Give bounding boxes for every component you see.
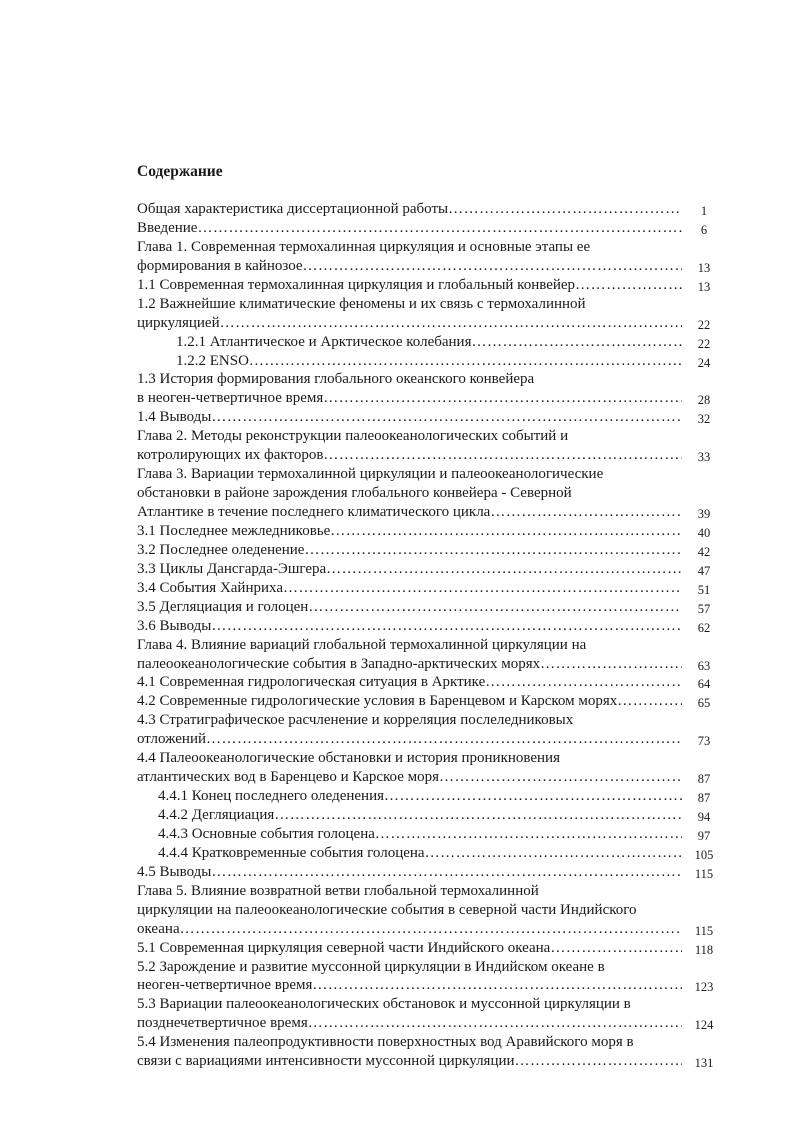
toc-page-number: 51 [697, 582, 711, 597]
toc-page-number: 87 [697, 772, 711, 787]
dot-leader [425, 844, 682, 863]
toc-entry-line [137, 465, 717, 484]
toc-entry-line [137, 503, 717, 522]
toc-entry-line [137, 730, 717, 749]
toc-entry-text: 1.3 История формирования глобального океанского конвейера [137, 371, 535, 388]
toc-entry[interactable] [137, 806, 717, 825]
toc-entry-line [137, 484, 717, 503]
dot-leader [211, 863, 682, 882]
toc-entry[interactable] [137, 370, 717, 408]
toc-page-number: 87 [697, 791, 711, 806]
toc-entry[interactable] [137, 522, 717, 541]
toc-page-number: 6 [700, 222, 708, 237]
toc-entry-text: Введение [137, 219, 198, 236]
toc-page-number: 63 [697, 658, 711, 673]
dot-leader [515, 1052, 682, 1071]
dot-leader [249, 352, 682, 371]
toc-entry-line [137, 711, 717, 730]
toc-entry-line [137, 958, 717, 977]
toc-entry-line [137, 238, 717, 257]
toc-entry-text: 4.4 Палеоокеанологические обстановки и история проникновения [137, 750, 560, 767]
toc-page-number: 73 [697, 734, 711, 749]
dot-leader [274, 806, 682, 825]
toc-entry-text: 4.2 Современные гидрологические условия в Баренцевом и Карском морях [137, 693, 618, 710]
toc-entry-line [137, 692, 717, 711]
toc-entry-line [137, 522, 717, 541]
toc-entry[interactable] [137, 749, 717, 787]
toc-page-number: 123 [694, 980, 714, 995]
toc-entry-text: позднечетвертичное время [137, 1015, 308, 1032]
dot-leader [575, 276, 682, 295]
toc-entry-line [137, 787, 717, 806]
toc-page-number: 47 [697, 563, 711, 578]
toc-entry[interactable] [137, 844, 717, 863]
toc-entry-text: Глава 2. Методы реконструкции палеоокеанологических событий и [137, 428, 569, 445]
toc-entry[interactable] [137, 787, 717, 806]
toc-page-number: 131 [694, 1056, 714, 1071]
toc-page-number: 118 [694, 942, 714, 957]
toc-entry-line [137, 806, 717, 825]
toc-entry-line [137, 408, 717, 427]
toc-entry-line [137, 749, 717, 768]
dot-leader [384, 787, 682, 806]
dot-leader [439, 768, 682, 787]
toc-page-number: 32 [697, 412, 711, 427]
toc-page-number: 115 [694, 923, 714, 938]
toc-entry-line [137, 352, 717, 371]
toc-entry-text: 4.3 Стратиграфическое расчленение и корреляция послеледниковых [137, 712, 574, 729]
dot-leader [283, 579, 682, 598]
toc-entry-text: котролирующих их факторов [137, 447, 324, 464]
toc-entry-line [137, 427, 717, 446]
toc-entry[interactable] [137, 238, 717, 276]
toc-entry-text: связи с вариациями интенсивности муссонной циркуляции [137, 1053, 515, 1070]
toc-entry[interactable] [137, 711, 717, 749]
dot-leader [326, 560, 682, 579]
toc-entry-line [137, 939, 717, 958]
toc-entry-line [137, 446, 717, 465]
toc-page-number: 40 [697, 525, 711, 540]
toc-heading: Содержание [137, 163, 223, 180]
dot-leader [617, 692, 682, 711]
toc-entry-text: 3.2 Последнее оледенение [137, 541, 305, 558]
toc-page-number: 57 [697, 601, 711, 616]
toc-entry-line [137, 370, 717, 389]
toc-entry-text: неоген-четвертичное время [137, 977, 313, 994]
dot-leader [206, 730, 682, 749]
toc-entry-text: 3.5 Дегляциация и голоцен [137, 598, 309, 615]
toc-page-number: 62 [697, 620, 711, 635]
toc-entry-line [137, 276, 717, 295]
toc-entry-text: 3.6 Выводы [137, 617, 212, 634]
dot-leader [180, 920, 682, 939]
toc-entry-line [137, 768, 717, 787]
toc-entry-line [137, 1033, 717, 1052]
toc-page-number: 64 [697, 677, 711, 692]
toc-entry-line [137, 920, 717, 939]
toc-entry-line [137, 976, 717, 995]
toc-entry[interactable] [137, 958, 717, 996]
toc-entry-line [137, 995, 717, 1014]
toc-entry-text: 5.4 Изменения палеопродуктивности поверхностных вод Аравийского моря в [137, 1034, 634, 1051]
toc-entry-line [137, 560, 717, 579]
toc-entry-text: 5.1 Современная циркуляция северной части Индийского океана [137, 939, 551, 956]
toc-entry-line [137, 636, 717, 655]
toc-entry-text: 3.3 Циклы Дансгарда-Эшгера [137, 560, 327, 577]
dot-leader [323, 446, 682, 465]
toc-entry[interactable] [137, 352, 717, 371]
toc-entry-line [137, 257, 717, 276]
toc-entry[interactable] [137, 617, 717, 636]
toc-page-number: 28 [697, 393, 711, 408]
toc-entry[interactable] [137, 560, 717, 579]
toc-entry[interactable] [137, 200, 717, 219]
toc-entry-text: океана [137, 920, 180, 937]
toc-entry-text: Атлантике в течение последнего климатического цикла [137, 504, 491, 520]
toc-entry-line [137, 389, 717, 408]
toc-page-number: 97 [697, 828, 711, 843]
dot-leader [330, 522, 682, 541]
toc-entry-line [137, 219, 717, 238]
toc-entry-text: Глава 5. Влияние возвратной ветви глобальной термохалинной [137, 882, 539, 899]
toc-page-number: 39 [697, 507, 711, 521]
toc-entry-text: 4.5 Выводы [137, 863, 212, 880]
toc-entry-line [137, 844, 717, 863]
toc-entry-line [137, 1052, 717, 1071]
dot-leader [540, 655, 682, 674]
toc-page-number: 42 [697, 544, 711, 559]
toc-entry[interactable] [137, 1033, 717, 1071]
toc-entry[interactable] [137, 939, 717, 958]
toc-entry[interactable] [137, 465, 717, 522]
toc-entry-line [137, 617, 717, 636]
dot-leader [448, 200, 682, 219]
toc-entry-line [137, 863, 717, 882]
toc-entry-text: Глава 4. Влияние вариаций глобальной термохалинной циркуляции на [137, 636, 587, 653]
toc-page-number: 24 [697, 355, 711, 370]
toc-entry-line [137, 1014, 717, 1033]
toc-entry-text: Глава 1. Современная термохалинная циркуляция и основные этапы ее [137, 238, 591, 255]
dot-leader [197, 219, 682, 238]
toc-entry[interactable] [137, 692, 717, 711]
toc-entry-text: 1.2.1 Атлантическое и Арктическое колебания [176, 333, 472, 350]
toc-entry-text: циркуляцией [137, 314, 220, 331]
toc-entry-text: формирования в кайнозое [137, 257, 303, 274]
toc-entry[interactable] [137, 295, 717, 333]
toc-page-number: 105 [694, 847, 714, 862]
toc-entry-line [137, 882, 717, 901]
toc-entry-line [137, 314, 717, 333]
toc-entry[interactable] [137, 541, 717, 560]
toc-entry[interactable] [137, 427, 717, 465]
dot-leader [220, 314, 682, 333]
dot-leader [308, 598, 682, 617]
dot-leader [304, 541, 682, 560]
toc-entry-text: 3.4 События Хайнриха [137, 579, 283, 596]
toc-entry-text: отложений [137, 731, 207, 748]
toc-entry-text: циркуляции на палеоокеанологические события в северной части Индийского [137, 901, 637, 918]
toc-entry-line [137, 295, 717, 314]
toc-entry[interactable] [137, 825, 717, 844]
toc-entry-line [137, 655, 717, 674]
toc-page-number: 22 [697, 317, 711, 332]
toc-entry-text: 3.1 Последнее межледниковье [137, 522, 331, 539]
toc-entry-line [137, 333, 717, 352]
toc-entry-line [137, 673, 717, 692]
toc-entry-text: 5.2 Зарождение и развитие муссонной циркуляции в Индийском океане в [137, 958, 605, 975]
toc-entry-text: 5.3 Вариации палеоокеанологических обстановок и муссонной циркуляции в [137, 996, 631, 1013]
toc-entry-text: 1.2.2 ENSO [176, 352, 249, 369]
toc-entry-text: 4.4.4 Кратковременные события голоцена [158, 844, 425, 861]
toc-page-number: 22 [697, 336, 711, 351]
dot-leader [323, 389, 682, 408]
dot-leader [211, 408, 682, 427]
toc-entry[interactable] [137, 219, 717, 238]
toc-entry-text: 4.1 Современная гидрологическая ситуация в Арктике [137, 674, 486, 691]
toc-page-number: 1 [700, 204, 708, 218]
toc-entry-line [137, 901, 717, 920]
toc-entry-line [137, 541, 717, 560]
toc-entry-line [137, 825, 717, 844]
toc-page-number: 13 [697, 279, 711, 294]
toc-entry[interactable] [137, 882, 717, 939]
toc-entry-line [137, 598, 717, 617]
toc-page-number: 94 [697, 810, 711, 824]
toc-entry-text: 4.4.3 Основные события голоцена [158, 825, 375, 842]
toc-entry-text: 4.4.1 Конец последнего оледенения [158, 788, 384, 805]
table-of-contents [137, 200, 717, 1071]
toc-entry-line [137, 200, 717, 219]
toc-entry[interactable] [137, 408, 717, 427]
dot-leader [308, 1014, 682, 1033]
dot-leader [312, 976, 682, 995]
toc-entry[interactable] [137, 995, 717, 1033]
toc-entry-text: 4.4.2 Дегляциация [158, 807, 275, 823]
toc-entry[interactable] [137, 863, 717, 882]
toc-page-number: 13 [697, 260, 711, 275]
dot-leader [211, 617, 682, 636]
toc-entry-text: Глава 3. Вариации термохалинной циркуляции и палеоокеанологические [137, 466, 604, 483]
toc-entry-text: Общая характеристика диссертационной работы [137, 201, 449, 217]
toc-entry-text: палеоокеанологические события в Западно-арктических морях [137, 655, 541, 672]
dot-leader [303, 257, 682, 276]
dot-leader [375, 825, 682, 844]
dot-leader [471, 333, 682, 352]
toc-entry[interactable] [137, 276, 717, 295]
toc-entry-text: в неоген-четвертичное время [137, 390, 324, 407]
dot-leader [485, 673, 682, 692]
toc-entry[interactable] [137, 636, 717, 674]
toc-page-number: 115 [694, 866, 714, 881]
dot-leader [490, 503, 682, 522]
toc-entry[interactable] [137, 598, 717, 617]
toc-entry[interactable] [137, 579, 717, 598]
toc-entry-text: 1.1 Современная термохалинная циркуляция и глобальный конвейер [137, 276, 576, 293]
toc-entry[interactable] [137, 333, 717, 352]
toc-entry-text: 1.2 Важнейшие климатические феномены и их связь с термохалинной [137, 295, 586, 312]
toc-entry-text: атлантических вод в Баренцево и Карское моря [137, 769, 440, 786]
toc-page-number: 65 [697, 696, 711, 711]
toc-entry-text: 1.4 Выводы [137, 409, 212, 426]
toc-page-number: 33 [697, 450, 711, 465]
dot-leader [550, 939, 682, 958]
toc-entry-line [137, 579, 717, 598]
toc-entry[interactable] [137, 673, 717, 692]
toc-entry-text: обстановки в районе зарождения глобального конвейера - Северной [137, 485, 572, 502]
toc-page-number: 124 [694, 1018, 714, 1033]
